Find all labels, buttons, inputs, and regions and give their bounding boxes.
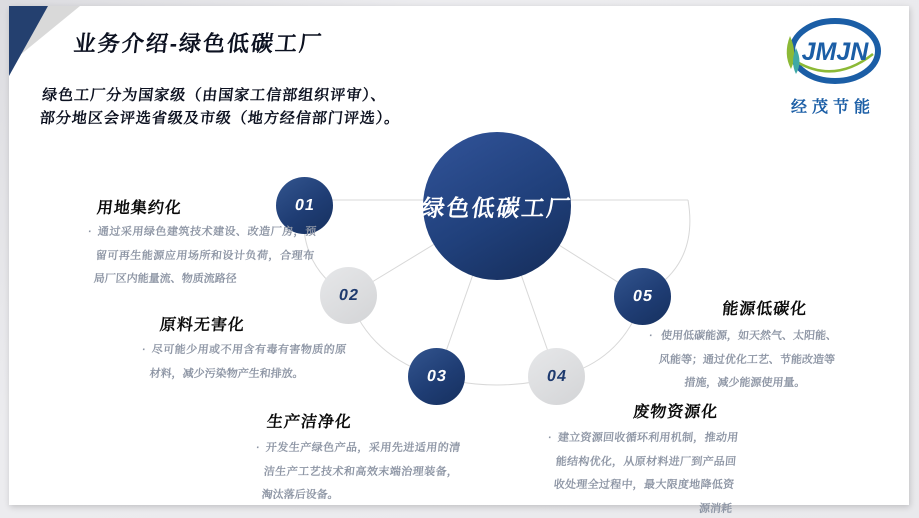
section-title-clean-production: 生产洁净化 — [265, 414, 353, 431]
section-title-harmless-materials: 原料无害化 — [158, 317, 246, 334]
section-desc-land-intensive — [83, 221, 317, 292]
section-desc-clean-production — [251, 437, 461, 508]
step-number: 02 — [337, 286, 360, 304]
step-number: 03 — [425, 367, 448, 385]
section-desc-text: 尽可能少用或不用含有毒有害物质的原材料，减少污染物产生和排放。 — [149, 344, 347, 380]
section-desc-low-carbon-energy — [644, 325, 840, 396]
section-title-waste-recycling: 废物资源化 — [632, 404, 720, 421]
bullet-dot: · — [255, 442, 261, 454]
bullet-dot: · — [547, 432, 553, 444]
center-circle — [419, 132, 574, 280]
section-desc-text: 建立资源回收循环利用机制，推动用能结构优化，从原材料进厂到产品回收处理全过程中，最大限度地降低资源消耗 — [553, 432, 739, 515]
page-title: 业务介绍-绿色低碳工厂 — [72, 31, 325, 56]
subtitle-line-2: 部分地区会评选省级及市级（地方经信部门评选）。 — [38, 110, 402, 127]
center-circle-label: 绿色低碳工厂 — [419, 194, 574, 221]
step-number: 04 — [545, 367, 568, 385]
bullet-dot: · — [648, 330, 654, 342]
section-title-low-carbon-energy: 能源低碳化 — [721, 301, 809, 318]
bullet-dot: · — [141, 344, 147, 356]
section-desc-text: 通过采用绿色建筑技术建设、改造厂房，预留可再生能源应用场所和设计负荷，合理布局厂区内能量流、物质流路径 — [93, 226, 317, 286]
step-circle-04 — [528, 348, 585, 405]
section-desc-waste-recycling — [541, 427, 739, 518]
step-circle-03 — [408, 348, 465, 405]
step-circle-02 — [320, 267, 377, 324]
section-desc-text: 使用低碳能源，如天然气、太阳能、风能等；通过优化工艺、节能改造等措施，减少能源使用量。 — [658, 330, 838, 390]
section-desc-harmless-materials — [139, 339, 347, 386]
logo-monogram: JMJN — [801, 38, 869, 66]
section-title-land-intensive: 用地集约化 — [95, 200, 183, 217]
step-number: 05 — [631, 287, 654, 305]
logo-company-name: 经茂节能 — [790, 99, 875, 116]
step-circle-05 — [614, 268, 671, 325]
bullet-dot: · — [87, 226, 93, 238]
step-number: 01 — [293, 196, 316, 214]
section-desc-text: 开发生产绿色产品，采用先进适用的清洁生产工艺技术和高效末端治理装备，淘汰落后设备。 — [261, 442, 461, 502]
subtitle-line-1: 绿色工厂分为国家级（由国家工信部组织评审）、 — [41, 87, 388, 104]
